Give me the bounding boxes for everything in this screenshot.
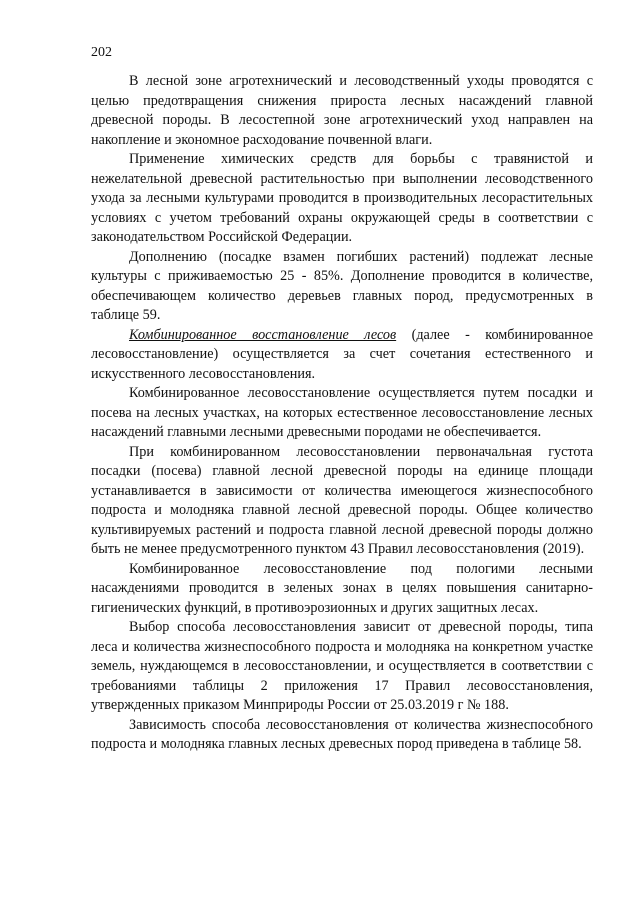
- defined-term: Комбинированное восстановление лесов: [129, 326, 397, 343]
- paragraph-combined-restoration-definition: [91, 326, 593, 385]
- definition-text: (далее - комбинированное лесовосстановление) осуществляется за счет сочетания естественного и искусственного лесовосстановления.: [91, 326, 594, 382]
- paragraph-initial-density: При комбинированном лесовосстановлении первоначальная густота посадки (посева) главной лесной древесной породы на единице площади устанавливается в зависимости от количества имеющегося жизнеспособного подроста и молодняка главной лесной древесной породы. Общее количество культивируемых растений и подроста главной лесной древесной породы должно быть не менее предусмотренного пунктом 43 Правил лесовосстановления (2019).: [91, 443, 593, 557]
- paragraph-chemical-means: Применение химических средств для борьбы с травянистой и нежелательной древесной растительностью при выполнении лесоводственного ухода за лесными культурами проводится в производительных лесорастительных условиях с учетом требований охраны окружающей среды в соответствии с законодательством Российской Федерации.: [91, 151, 593, 245]
- paragraph-table-reference: Зависимость способа лесовосстановления от количества жизнеспособного подроста и молодняка главных лесных древесных пород приведена в таблице 58.: [91, 716, 593, 752]
- document-body: [91, 72, 593, 755]
- paragraph-replanting: Дополнению (посадке взамен погибших растений) подлежат лесные культуры с приживаемостью 25 - 85%. Дополнение проводится в количестве, обеспечивающем количество деревьев главных пород, предусмотренных в таблице 59.: [91, 248, 593, 323]
- paragraph-under-canopy: Комбинированное лесовосстановление под пологими лесными насаждениями проводится в зеленых зонах в целях повышения санитарно-гигиенических функций, в противоэрозионных и других защитных лесах.: [91, 560, 593, 616]
- paragraph-combined-restoration-method: Комбинированное лесовосстановление осуществляется путем посадки и посева на лесных участках, на которых естественное лесовосстановление лесных насаждений главными лесными древесными породами не обеспечивается.: [91, 385, 593, 440]
- paragraph-agrotechnical-care: В лесной зоне агротехнический и лесоводственный уходы проводятся с целью предотвращения снижения прироста лесных насаждений главной древесной породы. В лесостепной зоне агротехнический уход направлен на накопление и экономное расходование почвенной влаги.: [91, 73, 593, 148]
- page-number: 202: [91, 45, 112, 60]
- paragraph-method-choice: Выбор способа лесовосстановления зависит от древесной породы, типа леса и количества жизнеспособного подроста и молодняка на конкретном участке земель, нуждающемся в лесовосстановлении, и осуществляется в соответствии с требованиями таблицы 2 приложения 17 Правил лесовосстановления, утвержденных приказом Минприроды России от 25.03.2019 г № 188.: [91, 619, 593, 713]
